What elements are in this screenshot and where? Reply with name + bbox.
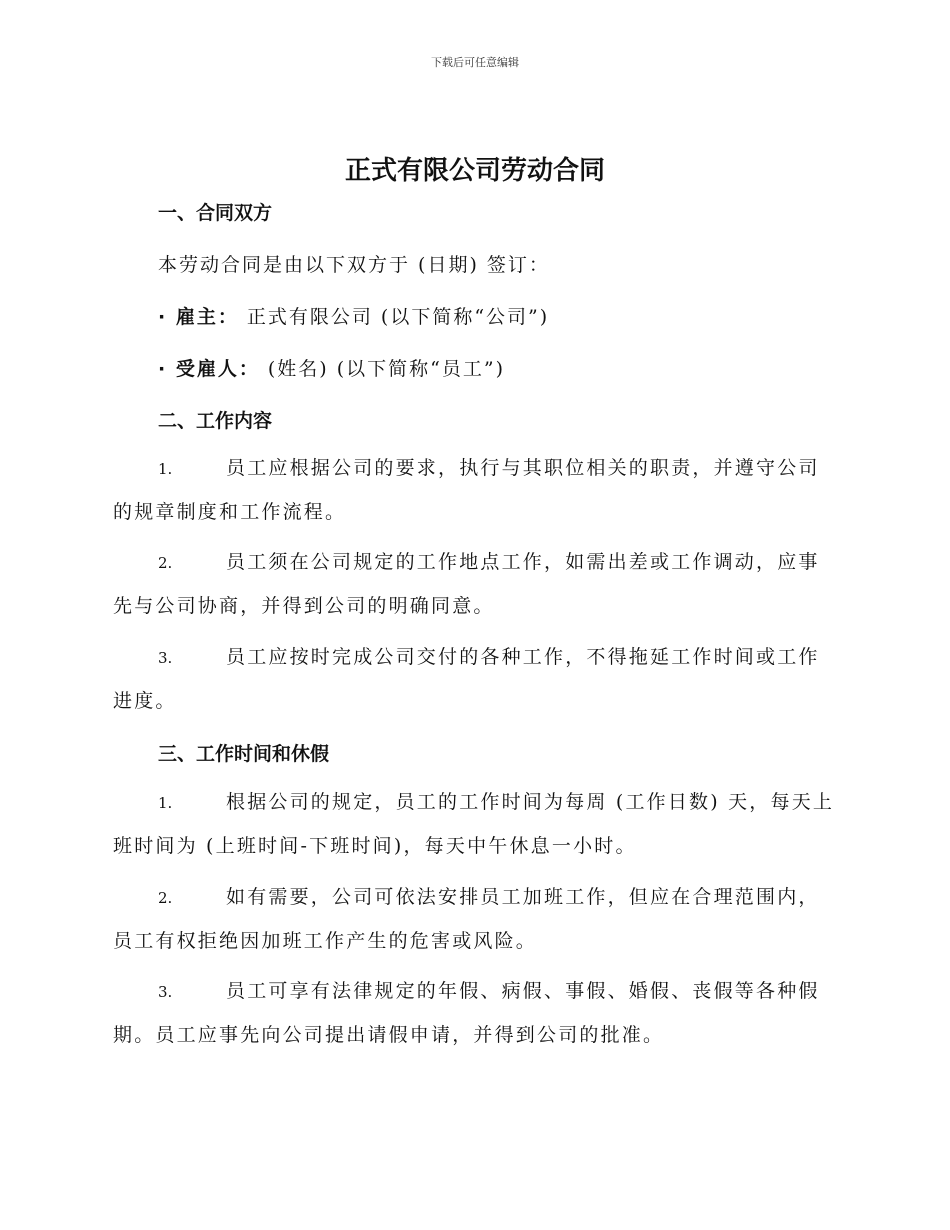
employee-value: (姓名) (以下简称“员工”): [259, 358, 506, 380]
list-text: 员工可享有法律规定的年假、病假、事假、婚假、丧假等各种假期。员工应事先向公司提出请假申请，并得到公司的批准。: [113, 980, 820, 1046]
list-number: 2.: [158, 889, 173, 907]
hours-item-3: [113, 970, 835, 1057]
list-number: 3.: [158, 649, 173, 667]
list-text: 员工应根据公司的要求，执行与其职位相关的职责，并遵守公司的规章制度和工作流程。: [113, 457, 820, 523]
list-number: 3.: [158, 983, 173, 1001]
list-text: 如有需要，公司可依法安排员工加班工作，但应在合理范围内，员工有权拒绝因加班工作产生的危害或风险。: [113, 886, 820, 952]
hours-item-1: [113, 781, 835, 868]
list-text: 员工须在公司规定的工作地点工作，如需出差或工作调动，应事先与公司协商，并得到公司的明确同意。: [113, 551, 820, 617]
employer-value: 正式有限公司 (以下简称“公司”): [238, 306, 550, 328]
employer-label: · 雇主：: [158, 306, 239, 328]
employee-line: [158, 354, 505, 381]
list-text: 员工应按时完成公司交付的各种工作，不得拖延工作时间或工作进度。: [113, 646, 820, 712]
section-heading-hours: 三、工作时间和休假: [158, 743, 330, 765]
page-header: 下载后可任意编辑: [431, 56, 519, 69]
list-number: 1.: [158, 460, 173, 478]
list-text: 根据公司的规定，员工的工作时间为每周 (工作日数) 天，每天上班时间为 (上班时间-下班时间)，每天中午休息一小时。: [113, 791, 835, 857]
list-number: 2.: [158, 554, 173, 572]
section-heading-work: 二、工作内容: [158, 410, 273, 432]
section-heading-parties: 一、合同双方: [158, 202, 273, 224]
document-title: 正式有限公司劳动合同: [344, 156, 605, 186]
list-number: 1.: [158, 794, 173, 812]
work-item-2: [113, 541, 835, 628]
parties-intro: 本劳动合同是由以下双方于 (日期) 签订：: [158, 254, 550, 276]
work-item-3: [113, 636, 835, 723]
hours-item-2: [113, 876, 835, 963]
employee-label: · 受雇人：: [158, 358, 260, 380]
work-item-1: [113, 447, 835, 534]
employer-line: [158, 302, 549, 329]
